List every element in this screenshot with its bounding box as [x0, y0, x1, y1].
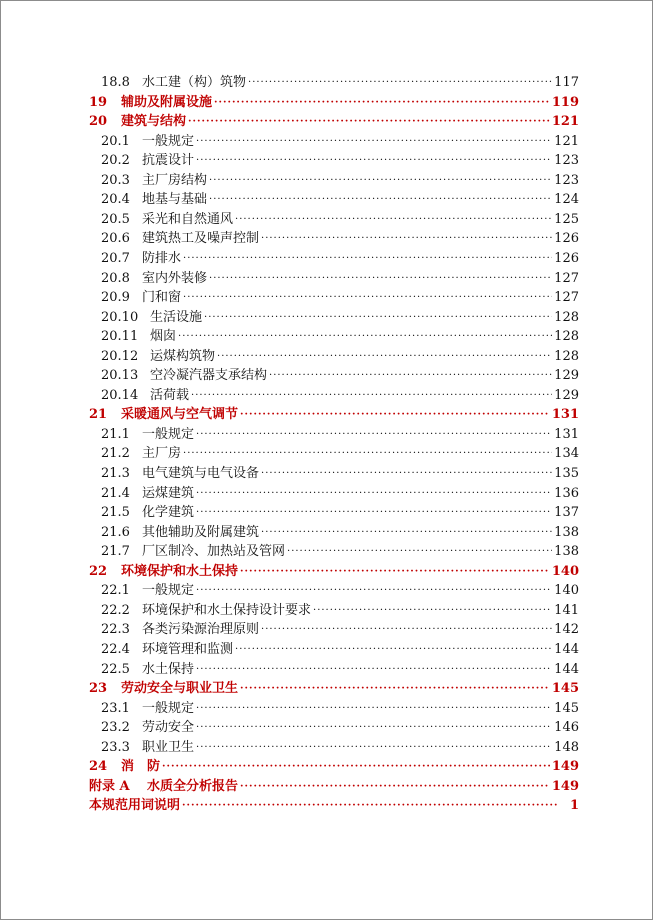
leader-dots: [261, 229, 552, 249]
toc-entry-number: 22.5: [101, 661, 130, 677]
toc-entry-page-number: 136: [554, 485, 579, 501]
toc-entry[interactable]: [89, 679, 579, 699]
toc-entry[interactable]: [89, 738, 579, 758]
toc-entry-number: 20: [89, 114, 108, 130]
toc-entry-page-number: 127: [554, 290, 579, 306]
toc-entry-title: 水工建（构）筑物: [142, 75, 247, 90]
toc-entry[interactable]: [89, 327, 579, 347]
toc-entry-page-number: 145: [551, 681, 579, 697]
toc-entry-page-number: 117: [554, 75, 579, 90]
toc-entry[interactable]: [89, 73, 579, 93]
toc-entry-page-number: 140: [551, 563, 579, 579]
toc-entry-page-number: 128: [554, 348, 579, 364]
leader-dots: [214, 93, 550, 113]
toc-entry-title: 化学建筑: [142, 505, 195, 521]
toc-entry-page-number: 148: [554, 739, 579, 755]
toc-entry-title: 防排水: [142, 250, 182, 266]
toc-entry-page-number: 123: [554, 153, 579, 169]
leader-dots: [191, 386, 552, 406]
toc-entry[interactable]: [89, 562, 579, 582]
toc-entry-title: 一般规定: [142, 426, 195, 442]
toc-entry[interactable]: [89, 386, 579, 406]
toc-entry[interactable]: [89, 269, 579, 289]
toc-entry[interactable]: [89, 464, 579, 484]
leader-dots: [196, 425, 552, 445]
leader-dots: [209, 190, 552, 210]
toc-entry[interactable]: [89, 581, 579, 601]
toc-entry-title: 水质全分析报告: [147, 778, 239, 794]
toc-entry[interactable]: [89, 484, 579, 504]
leader-dots: [240, 562, 550, 582]
toc-entry-title: 空冷凝汽器支承结构: [150, 368, 268, 384]
toc-entry[interactable]: [89, 93, 579, 113]
toc-entry[interactable]: [89, 777, 579, 797]
leader-dots: [196, 738, 552, 758]
leader-dots: [240, 405, 550, 425]
toc-entry-number: 20.11: [101, 329, 139, 345]
toc-entry-number: 22.3: [101, 622, 130, 638]
toc-entry-page-number: 131: [551, 407, 579, 423]
toc-entry-title: 消 防: [121, 759, 161, 775]
toc-entry-page-number: 121: [554, 133, 579, 149]
toc-entry-number: 21.7: [101, 544, 130, 560]
toc-entry-number: 20.10: [101, 309, 139, 325]
toc-entry[interactable]: [89, 151, 579, 171]
toc-entry-title: 一般规定: [142, 700, 195, 716]
leader-dots: [313, 601, 552, 621]
leader-dots: [182, 796, 559, 816]
leader-dots: [196, 132, 552, 152]
toc-entry[interactable]: [89, 249, 579, 269]
toc-entry-number: 18.8: [101, 75, 130, 90]
leader-dots: [196, 581, 552, 601]
toc-entry[interactable]: [89, 112, 579, 132]
toc-entry-number: 24: [89, 759, 108, 775]
toc-entry-number: 22: [89, 563, 108, 579]
toc-entry[interactable]: [89, 620, 579, 640]
toc-entry[interactable]: [89, 405, 579, 425]
toc-entry-page-number: 135: [554, 466, 579, 481]
leader-dots: [178, 327, 552, 347]
toc-entry-title: 运煤建筑: [142, 485, 195, 501]
leader-dots: [183, 288, 552, 308]
toc-entry-title: 环境保护和水土保持: [121, 563, 239, 579]
toc-entry-number: 20.1: [101, 133, 130, 149]
toc-entry-title: 一般规定: [142, 583, 195, 599]
toc-entry-page-number: 126: [554, 231, 579, 247]
toc-entry-page-number: 144: [554, 661, 579, 677]
toc-entry-page-number: 137: [554, 505, 579, 521]
toc-entry-page-number: 145: [554, 700, 579, 716]
toc-entry-page-number: 129: [554, 387, 579, 403]
toc-entry-page-number: 127: [554, 270, 579, 286]
toc-entry-title: 环境保护和水土保持设计要求: [142, 602, 312, 618]
toc-entry-title: 运煤构筑物: [150, 348, 216, 364]
toc-entry[interactable]: [89, 132, 579, 152]
leader-dots: [269, 366, 552, 386]
toc-entry-page-number: 142: [554, 622, 579, 638]
toc-entry-number: 20.7: [101, 250, 130, 266]
toc-entry-number: 21.3: [101, 466, 130, 481]
toc-entry-page-number: 146: [554, 720, 579, 736]
leader-dots: [204, 308, 552, 328]
leader-dots: [196, 151, 552, 171]
toc-entry-number: 20.3: [101, 172, 130, 188]
toc-entry-title: 职业卫生: [142, 739, 195, 755]
toc-entry-number: 20.4: [101, 192, 130, 208]
toc-entry-page-number: 149: [551, 778, 579, 794]
toc-entry[interactable]: [89, 718, 579, 738]
leader-dots: [196, 718, 552, 738]
toc-entry[interactable]: [89, 444, 579, 464]
toc-entry-page-number: 141: [554, 602, 579, 618]
toc-entry-number: 20.6: [101, 231, 130, 247]
leader-dots: [217, 347, 552, 367]
leader-dots: [261, 464, 552, 484]
toc-entry-page-number: 144: [554, 641, 579, 657]
toc-entry-title: 室内外装修: [142, 270, 208, 286]
toc-entry-page-number: 124: [554, 192, 579, 208]
toc-entry[interactable]: [89, 640, 579, 660]
toc-entry-page-number: 131: [554, 426, 579, 442]
toc-entry[interactable]: [89, 523, 579, 543]
toc-entry[interactable]: [89, 425, 579, 445]
toc-entry-title: 一般规定: [142, 133, 195, 149]
leader-dots: [209, 171, 552, 191]
toc-entry-number: 21.1: [101, 426, 130, 442]
toc-entry-page-number: 121: [551, 114, 579, 130]
toc-entry-number: 21: [89, 407, 108, 423]
toc-entry[interactable]: [89, 660, 579, 680]
toc-entry[interactable]: [89, 796, 579, 816]
toc-entry-title: 抗震设计: [142, 153, 195, 169]
toc-entry[interactable]: [89, 288, 579, 308]
toc-entry-number: 23.2: [101, 720, 130, 736]
toc-entry-page-number: 134: [554, 446, 579, 462]
toc-entry-number: 20.2: [101, 153, 130, 169]
toc-entry-title: 采暖通风与空气调节: [121, 407, 239, 423]
leader-dots: [248, 73, 552, 93]
toc-entry-number: 23.1: [101, 700, 130, 716]
toc-entry-title: 其他辅助及附属建筑: [142, 524, 260, 540]
toc-entry-number: 21.2: [101, 446, 130, 462]
toc-entry-number: 20.8: [101, 270, 130, 286]
leader-dots: [196, 484, 552, 504]
toc-entry-number: 23: [89, 681, 108, 697]
toc-entry-number: 21.5: [101, 505, 130, 521]
toc-entry-title: 生活设施: [150, 309, 203, 325]
leader-dots: [188, 112, 550, 132]
toc-entry-number: 19: [89, 94, 108, 110]
toc-entry-page-number: 123: [554, 172, 579, 188]
toc-entry-title: 劳动安全: [142, 720, 195, 736]
leader-dots: [235, 640, 552, 660]
toc-entry-page-number: 125: [554, 211, 579, 227]
leader-dots: [183, 444, 552, 464]
toc-entry[interactable]: [89, 190, 579, 210]
toc-entry-page-number: 126: [554, 250, 579, 266]
toc-entry-number: 21.4: [101, 485, 130, 501]
toc-entry-title: 活荷载: [150, 387, 190, 403]
toc-entry[interactable]: [89, 601, 579, 621]
toc-entry[interactable]: [89, 366, 579, 386]
toc-entry[interactable]: [89, 229, 579, 249]
toc-entry-title: 劳动安全与职业卫生: [121, 681, 239, 697]
toc-entry-page-number: 149: [551, 759, 579, 775]
leader-dots: [183, 249, 552, 269]
toc-entry-title: 建筑热工及噪声控制: [142, 231, 260, 247]
leader-dots: [240, 679, 550, 699]
leader-dots: [196, 660, 552, 680]
leader-dots: [261, 523, 552, 543]
toc-entry-page-number: 140: [554, 583, 579, 599]
toc-entry[interactable]: [89, 210, 579, 230]
toc-entry[interactable]: [89, 503, 579, 523]
toc-entry-title: 辅助及附属设施: [121, 94, 213, 110]
toc-entry-page-number: 138: [554, 544, 579, 560]
toc-entry-number: 22.1: [101, 583, 130, 599]
toc-entry[interactable]: [89, 347, 579, 367]
toc-entry[interactable]: [89, 542, 579, 562]
toc-entry-page-number: 119: [551, 94, 579, 110]
toc-entry[interactable]: [89, 699, 579, 719]
toc-entry[interactable]: [89, 171, 579, 191]
leader-dots: [240, 777, 550, 797]
toc-entry-title: 环境管理和监测: [142, 641, 234, 657]
toc-entry-title: 地基与基础: [142, 192, 208, 208]
toc-entry-number: 22.2: [101, 602, 130, 618]
toc-entry-page-number: 1: [569, 798, 579, 814]
toc-entry-title: 电气建筑与电气设备: [142, 466, 260, 481]
toc-entry-number: 20.14: [101, 387, 139, 403]
toc-entry-number: 附录 A: [89, 778, 130, 794]
toc-entry-title: 主厂房结构: [142, 172, 208, 188]
toc-entry-title: 烟囱: [150, 329, 177, 345]
toc-entry-number: 20.12: [101, 348, 139, 364]
leader-dots: [261, 620, 552, 640]
toc-entry-title: 建筑与结构: [121, 114, 187, 130]
leader-dots: [209, 269, 552, 289]
toc-entry-page-number: 129: [554, 368, 579, 384]
toc-entry-page-number: 128: [554, 329, 579, 345]
leader-dots: [162, 757, 550, 777]
leader-dots: [196, 503, 552, 523]
toc-entry-number: 23.3: [101, 739, 130, 755]
leader-dots: [196, 699, 552, 719]
toc-entry-title: 水土保持: [142, 661, 195, 677]
leader-dots: [287, 542, 552, 562]
toc-entry-number: 20.13: [101, 368, 139, 384]
toc-entry-title: 本规范用词说明: [89, 798, 181, 814]
toc-entry[interactable]: [89, 757, 579, 777]
toc-entry-title: 厂区制冷、加热站及管网: [142, 544, 286, 560]
toc-entry-number: 22.4: [101, 641, 130, 657]
toc-entry-title: 主厂房: [142, 446, 182, 462]
leader-dots: [235, 210, 552, 230]
toc-entry-title: 门和窗: [142, 290, 182, 306]
toc-entry-title: 各类污染源治理原则: [142, 622, 260, 638]
toc-entry-number: 20.9: [101, 290, 130, 306]
toc-entry-page-number: 128: [554, 309, 579, 325]
toc-entry-page-number: 138: [554, 524, 579, 540]
toc-entry-number: 21.6: [101, 524, 130, 540]
toc-entry[interactable]: [89, 308, 579, 328]
toc-entry-title: 采光和自然通风: [142, 211, 234, 227]
toc-entry-number: 20.5: [101, 211, 130, 227]
